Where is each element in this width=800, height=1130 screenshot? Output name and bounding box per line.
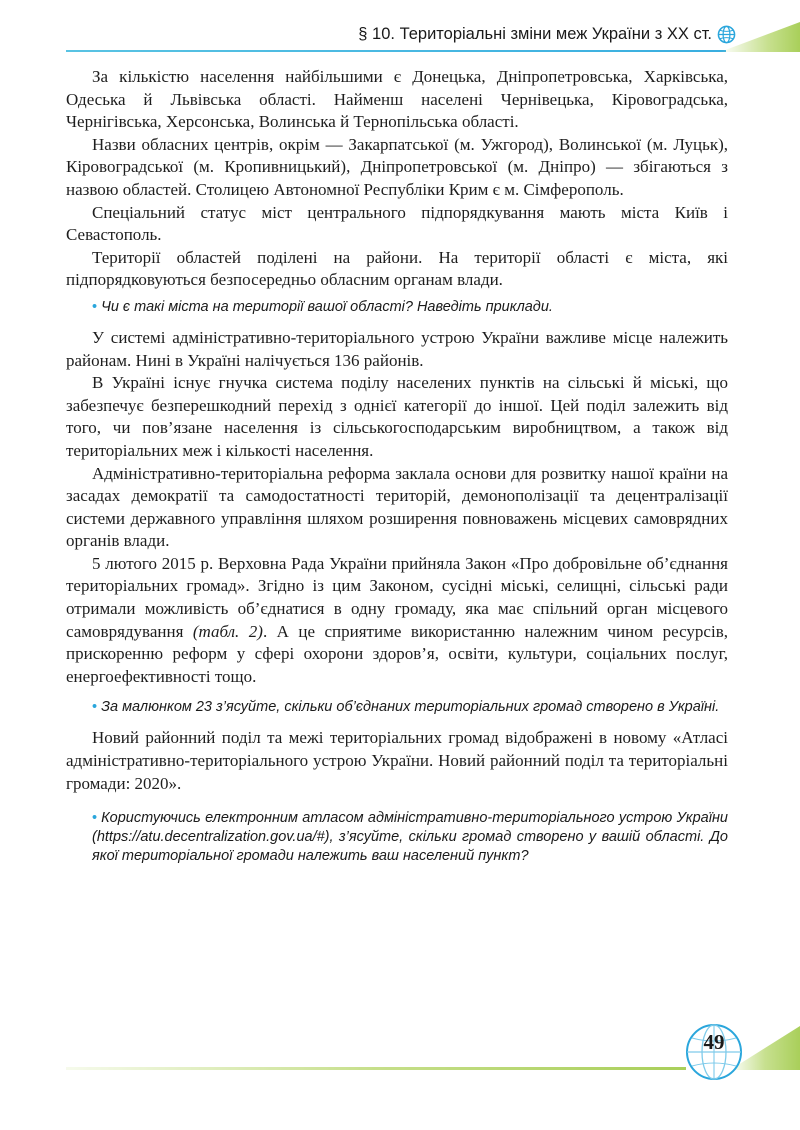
- paragraph-reform: Адміністративно-територіальна реформа заклала основи для розвитку нашої країни на засадах демократії та самодостатності територій, демонополізації та децентралізації системи державного управління шляхом розширення повноважень місцевих самоврядних органів влади.: [66, 463, 728, 551]
- page-content: [66, 66, 728, 866]
- page-header: [66, 22, 800, 52]
- paragraph-population: За кількістю населення найбільшими є Донецька, Дніпропетровська, Харківська, Одеська й Львівська області. Найменш населені Чернівецька, Кіровоградська, Чернігівська, Херсонська, Волинська й Тернопільська області.: [66, 67, 728, 132]
- paragraph-regional-centers: Назви обласних центрів, окрім — Закарпатської (м. Ужгород), Волинської (м. Луцьк), Кіровоградської (м. Кропивницький), Дніпропетровської (м. Дніпро) — збігаються з назвою областей. Столицею Автономної Республіки Крим є м. Сімферополь.: [66, 134, 728, 199]
- table-reference: (табл. 2): [192, 621, 263, 641]
- question-text: Чи є такі міста на території вашої області? Наведіть приклади.: [101, 298, 553, 315]
- law-text-end: . А це сприятиме використанню належним чином ресурсів, прискоренню реформ у сфері охорони здоров’я, освіти, культури, соціальних послуг, енергоефективності тощо.: [66, 621, 728, 686]
- page-number: 49: [703, 1030, 725, 1054]
- paragraph-atlas: Новий районний поділ та межі територіальних громад відображені в новому «Атласі адміністративно-територіального устрою України. Новий районний поділ та територіальні громади: 2020».: [66, 728, 728, 793]
- paragraph-law: [66, 553, 728, 689]
- bullet-marker: •: [92, 298, 98, 315]
- paragraph-districts: Території областей поділені на райони. На території області є міста, які підпорядковуються безпосередньо обласним органам влади.: [66, 247, 728, 290]
- section-title: § 10. Територіальні зміни меж України з ХХ ст.: [358, 25, 712, 43]
- law-text-start: 5 лютого 2015 р. Верховна Рада України прийняла Закон «Про добровільне об’єднання територіальних громад». Згідно із цим Законом, сусідні міські, селищні, сільські ради отримали можливість об’єднатися в одну громаду, яка має спільний орган місцевого самоврядування: [66, 553, 728, 641]
- question-cities: [66, 298, 728, 317]
- question-text: Користуючись електронним атласом адміністративно-територіального устрою України (https://atu.decentralization.gov.ua/#), з’ясуйте, скільки громад створено у вашій області. До якої територіальної громади належить ваш населений пункт?: [92, 810, 728, 865]
- question-communities: [66, 698, 728, 717]
- paragraph-raions: У системі адміністративно-територіального устрою України важливе місце належить районам. Нині в Україні налічується 136 районів.: [66, 327, 728, 370]
- question-atlas: [66, 809, 728, 866]
- paragraph-settlements: В Україні існує гнучка система поділу населених пунктів на сільські й міські, що забезпечує безперешкодний перехід з однієї категорії до іншої. Цей поділ залежить від того, чи пов’язане населення із сільськогосподарським виробництвом, а також від територіальних меж і кількості населення.: [66, 373, 728, 460]
- globe-icon: [717, 25, 736, 44]
- question-text: За малюнком 23 з’ясуйте, скільки об’єднаних територіальних громад створено в Україні.: [101, 699, 720, 716]
- paragraph-special-status: Спеціальний статус міст центрального підпорядкування мають міста Київ і Севастополь.: [66, 202, 728, 245]
- header-rule: [66, 50, 726, 52]
- footer-rule: [66, 1067, 686, 1070]
- bullet-marker: •: [92, 810, 98, 827]
- bullet-marker: •: [92, 699, 98, 716]
